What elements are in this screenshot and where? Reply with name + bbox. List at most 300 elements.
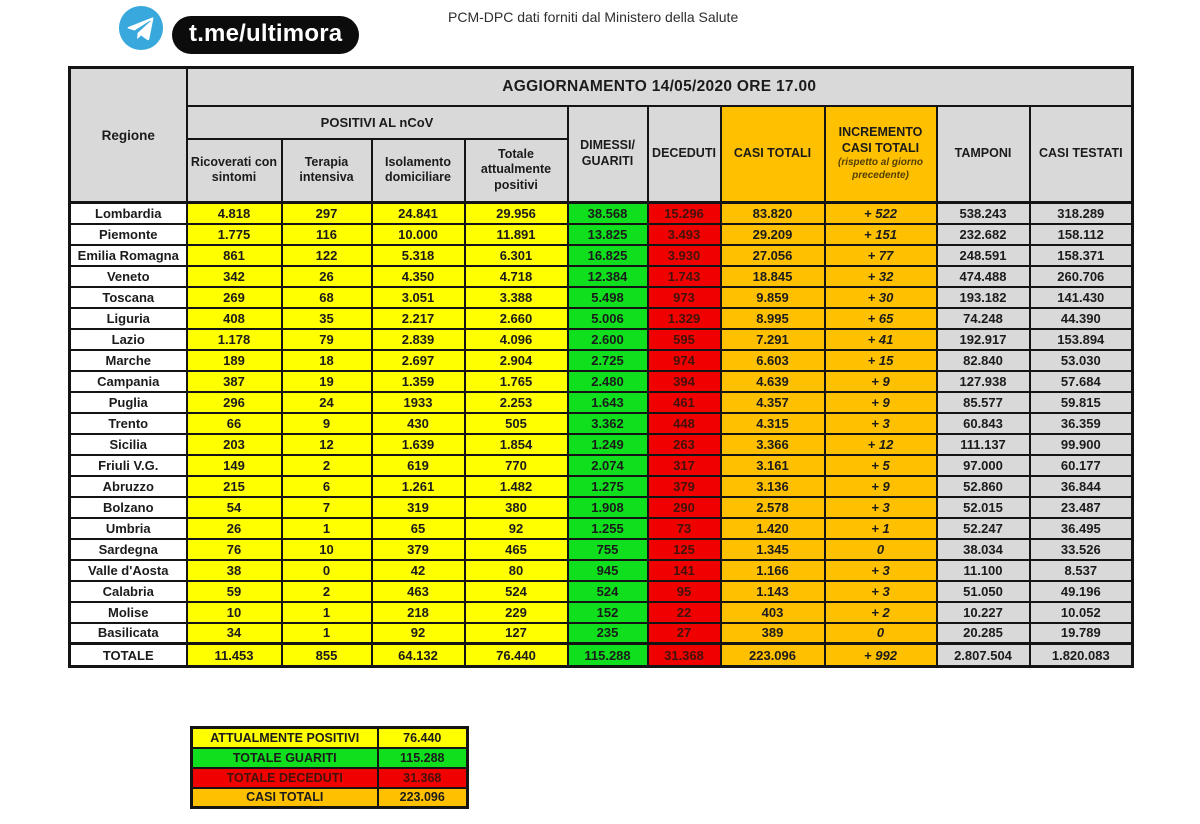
data-cell: 38 bbox=[187, 560, 282, 581]
data-cell: 2.839 bbox=[372, 329, 465, 350]
summary-value: 115.288 bbox=[378, 748, 468, 768]
column-header-ricoverati: Ricoverati con sintomi bbox=[187, 139, 282, 203]
data-cell: 4.718 bbox=[465, 266, 568, 287]
data-cell: 38.568 bbox=[568, 203, 648, 224]
table-row bbox=[70, 623, 1133, 644]
data-cell: 33.526 bbox=[1030, 539, 1133, 560]
data-cell: 4.096 bbox=[465, 329, 568, 350]
data-cell: 22 bbox=[648, 602, 721, 623]
data-cell: 1.908 bbox=[568, 497, 648, 518]
data-cell: 127 bbox=[465, 623, 568, 644]
data-cell: 263 bbox=[648, 434, 721, 455]
summary-label: TOTALE DECEDUTI bbox=[192, 768, 378, 788]
data-cell: 461 bbox=[648, 392, 721, 413]
data-cell: 193.182 bbox=[937, 287, 1030, 308]
data-cell: 319 bbox=[372, 497, 465, 518]
data-cell: 2.217 bbox=[372, 308, 465, 329]
data-cell: 52.247 bbox=[937, 518, 1030, 539]
data-cell: 192.917 bbox=[937, 329, 1030, 350]
data-cell: 127.938 bbox=[937, 371, 1030, 392]
data-cell: 387 bbox=[187, 371, 282, 392]
data-cell: + 5 bbox=[825, 455, 937, 476]
data-cell: 1.359 bbox=[372, 371, 465, 392]
data-cell: 76.440 bbox=[465, 644, 568, 667]
data-cell: 394 bbox=[648, 371, 721, 392]
data-cell: 11.453 bbox=[187, 644, 282, 667]
table-row bbox=[70, 434, 1133, 455]
data-cell: 79 bbox=[282, 329, 372, 350]
region-name: Lazio bbox=[70, 329, 187, 350]
data-cell: 1.639 bbox=[372, 434, 465, 455]
data-cell: 44.390 bbox=[1030, 308, 1133, 329]
summary-rows bbox=[192, 728, 468, 808]
data-cell: 16.825 bbox=[568, 245, 648, 266]
data-cell: 20.285 bbox=[937, 623, 1030, 644]
data-cell: 1.345 bbox=[721, 539, 825, 560]
data-cell: 9 bbox=[282, 413, 372, 434]
table-row bbox=[70, 203, 1133, 224]
data-cell: 23.487 bbox=[1030, 497, 1133, 518]
summary-value: 76.440 bbox=[378, 728, 468, 748]
data-cell: 116 bbox=[282, 224, 372, 245]
data-cell: 1 bbox=[282, 518, 372, 539]
column-header-deceduti: DECEDUTI bbox=[648, 106, 721, 203]
data-cell: 24 bbox=[282, 392, 372, 413]
data-cell: 19 bbox=[282, 371, 372, 392]
data-cell: 115.288 bbox=[568, 644, 648, 667]
data-cell: 2.074 bbox=[568, 455, 648, 476]
data-cell: + 3 bbox=[825, 497, 937, 518]
data-cell: 4.639 bbox=[721, 371, 825, 392]
data-cell: 1.482 bbox=[465, 476, 568, 497]
data-cell: 3.161 bbox=[721, 455, 825, 476]
data-cell: 223.096 bbox=[721, 644, 825, 667]
brand-pill bbox=[172, 16, 359, 54]
data-cell: 19.789 bbox=[1030, 623, 1133, 644]
summary-label: ATTUALMENTE POSITIVI bbox=[192, 728, 378, 748]
banner-row bbox=[70, 68, 1133, 106]
data-cell: 152 bbox=[568, 602, 648, 623]
data-cell: 269 bbox=[187, 287, 282, 308]
group-header-row bbox=[70, 106, 1133, 139]
table-row bbox=[70, 539, 1133, 560]
data-cell: 465 bbox=[465, 539, 568, 560]
summary-table bbox=[190, 726, 469, 809]
table-row bbox=[70, 455, 1133, 476]
data-cell: 8.537 bbox=[1030, 560, 1133, 581]
data-cell: 232.682 bbox=[937, 224, 1030, 245]
data-cell: 60.177 bbox=[1030, 455, 1133, 476]
region-name: Marche bbox=[70, 350, 187, 371]
data-cell: 3.366 bbox=[721, 434, 825, 455]
data-cell: 4.357 bbox=[721, 392, 825, 413]
data-cell: 26 bbox=[187, 518, 282, 539]
data-cell: 229 bbox=[465, 602, 568, 623]
data-cell: 36.844 bbox=[1030, 476, 1133, 497]
data-cell: 1.143 bbox=[721, 581, 825, 602]
attribution-text: PCM-DPC dati forniti dal Ministero della Salute bbox=[448, 9, 739, 25]
data-cell: 9.859 bbox=[721, 287, 825, 308]
data-cell: 1.854 bbox=[465, 434, 568, 455]
data-cell: 111.137 bbox=[937, 434, 1030, 455]
data-cell: + 9 bbox=[825, 476, 937, 497]
data-cell: 3.930 bbox=[648, 245, 721, 266]
data-cell: 85.577 bbox=[937, 392, 1030, 413]
column-header-casi-testati: CASI TESTATI bbox=[1030, 106, 1133, 203]
region-name: Abruzzo bbox=[70, 476, 187, 497]
table-row bbox=[70, 245, 1133, 266]
data-cell: + 1 bbox=[825, 518, 937, 539]
data-cell: 2.697 bbox=[372, 350, 465, 371]
data-cell: 34 bbox=[187, 623, 282, 644]
data-cell: 12.384 bbox=[568, 266, 648, 287]
table-row bbox=[70, 581, 1133, 602]
table-row bbox=[70, 266, 1133, 287]
telegram-icon bbox=[118, 5, 164, 51]
region-name: Valle d'Aosta bbox=[70, 560, 187, 581]
data-cell: 29.209 bbox=[721, 224, 825, 245]
data-cell: 505 bbox=[465, 413, 568, 434]
data-cell: 2.660 bbox=[465, 308, 568, 329]
data-cell: 97.000 bbox=[937, 455, 1030, 476]
region-name: Sardegna bbox=[70, 539, 187, 560]
table-row bbox=[70, 497, 1133, 518]
data-cell: 141 bbox=[648, 560, 721, 581]
data-cell: 95 bbox=[648, 581, 721, 602]
data-cell: 203 bbox=[187, 434, 282, 455]
incremento-note: (rispetto al giorno precedente) bbox=[838, 157, 923, 181]
column-header-casi-totali: CASI TOTALI bbox=[721, 106, 825, 203]
table-row bbox=[70, 602, 1133, 623]
column-header-isolamento: Isolamento domiciliare bbox=[372, 139, 465, 203]
data-cell: 403 bbox=[721, 602, 825, 623]
data-cell: 1.178 bbox=[187, 329, 282, 350]
data-cell: 24.841 bbox=[372, 203, 465, 224]
region-name: Trento bbox=[70, 413, 187, 434]
data-cell: 4.315 bbox=[721, 413, 825, 434]
data-cell: 1.249 bbox=[568, 434, 648, 455]
data-cell: 2.904 bbox=[465, 350, 568, 371]
table-row bbox=[70, 224, 1133, 245]
data-cell: 538.243 bbox=[937, 203, 1030, 224]
data-cell: 1933 bbox=[372, 392, 465, 413]
data-cell: 619 bbox=[372, 455, 465, 476]
data-cell: 74.248 bbox=[937, 308, 1030, 329]
data-cell: 2 bbox=[282, 455, 372, 476]
data-cell: 59.815 bbox=[1030, 392, 1133, 413]
data-cell: + 2 bbox=[825, 602, 937, 623]
data-cell: + 77 bbox=[825, 245, 937, 266]
data-cell: 5.318 bbox=[372, 245, 465, 266]
data-cell: 52.860 bbox=[937, 476, 1030, 497]
data-cell: 52.015 bbox=[937, 497, 1030, 518]
column-header-totale-positivi: Totale attualmente positivi bbox=[465, 139, 568, 203]
region-name: Emilia Romagna bbox=[70, 245, 187, 266]
data-cell: + 522 bbox=[825, 203, 937, 224]
data-cell: 10 bbox=[282, 539, 372, 560]
column-header-dimessi-guariti: DIMESSI/ GUARITI bbox=[568, 106, 648, 203]
data-cell: 60.843 bbox=[937, 413, 1030, 434]
data-cell: 389 bbox=[721, 623, 825, 644]
data-cell: 2 bbox=[282, 581, 372, 602]
data-cell: + 9 bbox=[825, 392, 937, 413]
data-cell: 6.603 bbox=[721, 350, 825, 371]
data-cell: 248.591 bbox=[937, 245, 1030, 266]
table-row bbox=[70, 350, 1133, 371]
data-cell: 42 bbox=[372, 560, 465, 581]
data-cell: 524 bbox=[465, 581, 568, 602]
covid-region-table bbox=[68, 66, 1134, 668]
data-cell: 524 bbox=[568, 581, 648, 602]
data-cell: 973 bbox=[648, 287, 721, 308]
data-cell: + 992 bbox=[825, 644, 937, 667]
top-bar bbox=[0, 0, 1200, 60]
data-cell: + 32 bbox=[825, 266, 937, 287]
data-cell: 73 bbox=[648, 518, 721, 539]
total-row bbox=[70, 644, 1133, 667]
data-cell: 158.371 bbox=[1030, 245, 1133, 266]
data-cell: 149 bbox=[187, 455, 282, 476]
data-cell: 379 bbox=[372, 539, 465, 560]
data-cell: 5.498 bbox=[568, 287, 648, 308]
data-cell: 2.807.504 bbox=[937, 644, 1030, 667]
data-cell: 1 bbox=[282, 623, 372, 644]
data-cell: 27.056 bbox=[721, 245, 825, 266]
data-cell: 54 bbox=[187, 497, 282, 518]
data-cell: 448 bbox=[648, 413, 721, 434]
data-cell: 6 bbox=[282, 476, 372, 497]
data-cell: 1.166 bbox=[721, 560, 825, 581]
data-cell: 380 bbox=[465, 497, 568, 518]
region-name: Campania bbox=[70, 371, 187, 392]
data-cell: 1.765 bbox=[465, 371, 568, 392]
region-name: Lombardia bbox=[70, 203, 187, 224]
summary-row bbox=[192, 768, 468, 788]
data-cell: 125 bbox=[648, 539, 721, 560]
data-cell: 379 bbox=[648, 476, 721, 497]
data-cell: 6.301 bbox=[465, 245, 568, 266]
table-title: AGGIORNAMENTO 14/05/2020 ORE 17.00 bbox=[187, 68, 1133, 106]
data-cell: 4.350 bbox=[372, 266, 465, 287]
data-cell: 260.706 bbox=[1030, 266, 1133, 287]
data-cell: 68 bbox=[282, 287, 372, 308]
data-cell: + 41 bbox=[825, 329, 937, 350]
data-cell: 235 bbox=[568, 623, 648, 644]
data-cell: 1.820.083 bbox=[1030, 644, 1133, 667]
data-cell: 13.825 bbox=[568, 224, 648, 245]
table-row bbox=[70, 371, 1133, 392]
data-cell: 474.488 bbox=[937, 266, 1030, 287]
data-cell: 342 bbox=[187, 266, 282, 287]
data-cell: 1.261 bbox=[372, 476, 465, 497]
data-cell: 4.818 bbox=[187, 203, 282, 224]
data-cell: 49.196 bbox=[1030, 581, 1133, 602]
region-name: Toscana bbox=[70, 287, 187, 308]
data-cell: 5.006 bbox=[568, 308, 648, 329]
data-cell: 770 bbox=[465, 455, 568, 476]
table-row bbox=[70, 518, 1133, 539]
data-cell: 80 bbox=[465, 560, 568, 581]
data-cell: 2.480 bbox=[568, 371, 648, 392]
data-cell: 36.495 bbox=[1030, 518, 1133, 539]
data-cell: 3.136 bbox=[721, 476, 825, 497]
data-cell: 26 bbox=[282, 266, 372, 287]
incremento-label: INCREMENTO CASI TOTALI bbox=[838, 125, 923, 155]
data-cell: 10 bbox=[187, 602, 282, 623]
column-header-tamponi: TAMPONI bbox=[937, 106, 1030, 203]
data-cell: + 3 bbox=[825, 560, 937, 581]
data-cell: 2.253 bbox=[465, 392, 568, 413]
data-cell: 38.034 bbox=[937, 539, 1030, 560]
data-cell: 12 bbox=[282, 434, 372, 455]
data-cell: 296 bbox=[187, 392, 282, 413]
data-cell: 1.275 bbox=[568, 476, 648, 497]
total-label: TOTALE bbox=[70, 644, 187, 667]
data-cell: 59 bbox=[187, 581, 282, 602]
region-rows bbox=[70, 203, 1133, 667]
data-cell: 10.052 bbox=[1030, 602, 1133, 623]
data-cell: 215 bbox=[187, 476, 282, 497]
data-cell: 76 bbox=[187, 539, 282, 560]
column-header-incremento bbox=[825, 106, 937, 203]
data-cell: 31.368 bbox=[648, 644, 721, 667]
data-cell: 65 bbox=[372, 518, 465, 539]
data-cell: 51.050 bbox=[937, 581, 1030, 602]
data-cell: 1.329 bbox=[648, 308, 721, 329]
data-cell: 0 bbox=[282, 560, 372, 581]
data-cell: 10.000 bbox=[372, 224, 465, 245]
data-cell: 2.578 bbox=[721, 497, 825, 518]
region-name: Liguria bbox=[70, 308, 187, 329]
data-cell: 122 bbox=[282, 245, 372, 266]
data-cell: + 9 bbox=[825, 371, 937, 392]
table-row bbox=[70, 287, 1133, 308]
data-cell: 318.289 bbox=[1030, 203, 1133, 224]
data-cell: 595 bbox=[648, 329, 721, 350]
data-cell: 7.291 bbox=[721, 329, 825, 350]
column-header-regione: Regione bbox=[70, 68, 187, 203]
region-name: Molise bbox=[70, 602, 187, 623]
data-cell: 297 bbox=[282, 203, 372, 224]
table-row bbox=[70, 308, 1133, 329]
data-cell: 0 bbox=[825, 539, 937, 560]
data-cell: 2.725 bbox=[568, 350, 648, 371]
data-cell: 855 bbox=[282, 644, 372, 667]
group-header-positivi: POSITIVI AL nCoV bbox=[187, 106, 568, 139]
table-row bbox=[70, 413, 1133, 434]
column-header-terapia-intensiva: Terapia intensiva bbox=[282, 139, 372, 203]
summary-value: 31.368 bbox=[378, 768, 468, 788]
data-cell: 36.359 bbox=[1030, 413, 1133, 434]
data-cell: 3.493 bbox=[648, 224, 721, 245]
data-cell: + 3 bbox=[825, 581, 937, 602]
data-cell: 66 bbox=[187, 413, 282, 434]
data-cell: 8.995 bbox=[721, 308, 825, 329]
summary-row bbox=[192, 748, 468, 768]
data-cell: + 30 bbox=[825, 287, 937, 308]
summary-value: 223.096 bbox=[378, 788, 468, 808]
data-cell: 3.051 bbox=[372, 287, 465, 308]
region-name: Umbria bbox=[70, 518, 187, 539]
data-cell: 18 bbox=[282, 350, 372, 371]
data-cell: + 151 bbox=[825, 224, 937, 245]
data-cell: 7 bbox=[282, 497, 372, 518]
data-cell: 3.362 bbox=[568, 413, 648, 434]
region-name: Sicilia bbox=[70, 434, 187, 455]
data-cell: 1.643 bbox=[568, 392, 648, 413]
data-cell: 18.845 bbox=[721, 266, 825, 287]
data-cell: 945 bbox=[568, 560, 648, 581]
data-cell: 317 bbox=[648, 455, 721, 476]
data-cell: 408 bbox=[187, 308, 282, 329]
data-cell: 99.900 bbox=[1030, 434, 1133, 455]
brand-label: t.me/ultimora bbox=[189, 20, 343, 47]
data-cell: 861 bbox=[187, 245, 282, 266]
data-cell: 92 bbox=[372, 623, 465, 644]
region-name: Bolzano bbox=[70, 497, 187, 518]
data-cell: 15.296 bbox=[648, 203, 721, 224]
data-cell: 755 bbox=[568, 539, 648, 560]
data-cell: 430 bbox=[372, 413, 465, 434]
data-cell: 218 bbox=[372, 602, 465, 623]
data-cell: 290 bbox=[648, 497, 721, 518]
data-cell: + 65 bbox=[825, 308, 937, 329]
data-cell: 141.430 bbox=[1030, 287, 1133, 308]
data-cell: + 3 bbox=[825, 413, 937, 434]
table-row bbox=[70, 329, 1133, 350]
data-cell: 1.743 bbox=[648, 266, 721, 287]
summary-label: CASI TOTALI bbox=[192, 788, 378, 808]
data-cell: 1.420 bbox=[721, 518, 825, 539]
region-name: Calabria bbox=[70, 581, 187, 602]
summary-label: TOTALE GUARITI bbox=[192, 748, 378, 768]
data-cell: 11.891 bbox=[465, 224, 568, 245]
data-cell: 1.255 bbox=[568, 518, 648, 539]
data-cell: 1 bbox=[282, 602, 372, 623]
data-cell: 53.030 bbox=[1030, 350, 1133, 371]
data-cell: 29.956 bbox=[465, 203, 568, 224]
data-cell: 153.894 bbox=[1030, 329, 1133, 350]
data-cell: 82.840 bbox=[937, 350, 1030, 371]
data-cell: 64.132 bbox=[372, 644, 465, 667]
data-cell: 3.388 bbox=[465, 287, 568, 308]
data-cell: 0 bbox=[825, 623, 937, 644]
region-name: Veneto bbox=[70, 266, 187, 287]
table-row bbox=[70, 392, 1133, 413]
data-cell: 92 bbox=[465, 518, 568, 539]
data-cell: 57.684 bbox=[1030, 371, 1133, 392]
data-cell: 158.112 bbox=[1030, 224, 1133, 245]
region-name: Piemonte bbox=[70, 224, 187, 245]
summary-row bbox=[192, 728, 468, 748]
table-row bbox=[70, 560, 1133, 581]
table-row bbox=[70, 476, 1133, 497]
data-cell: 189 bbox=[187, 350, 282, 371]
region-name: Puglia bbox=[70, 392, 187, 413]
data-cell: 1.775 bbox=[187, 224, 282, 245]
summary-row bbox=[192, 788, 468, 808]
data-cell: 10.227 bbox=[937, 602, 1030, 623]
data-cell: + 12 bbox=[825, 434, 937, 455]
data-cell: 974 bbox=[648, 350, 721, 371]
region-name: Basilicata bbox=[70, 623, 187, 644]
data-cell: 2.600 bbox=[568, 329, 648, 350]
data-cell: 463 bbox=[372, 581, 465, 602]
data-cell: 11.100 bbox=[937, 560, 1030, 581]
data-cell: 35 bbox=[282, 308, 372, 329]
data-cell: + 15 bbox=[825, 350, 937, 371]
region-name: Friuli V.G. bbox=[70, 455, 187, 476]
